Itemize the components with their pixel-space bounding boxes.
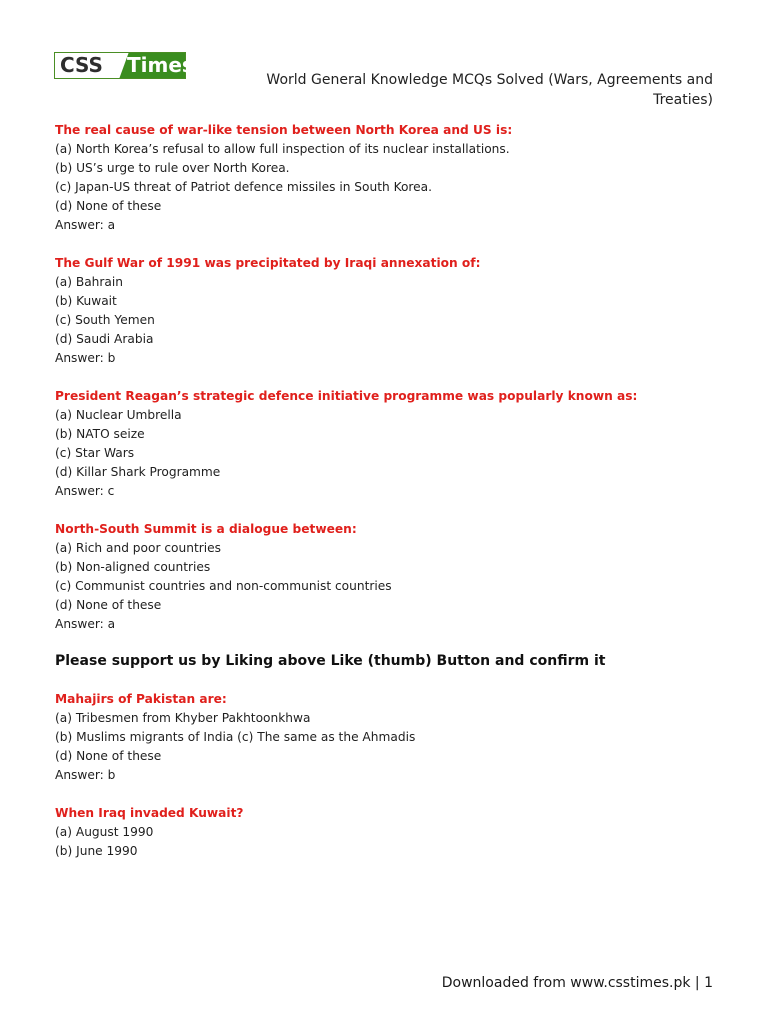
option-c: (c) Japan-US threat of Patriot defence missiles in South Korea. xyxy=(55,180,433,194)
css-times-logo xyxy=(54,52,194,79)
option-b: (b) NATO seize xyxy=(55,427,145,441)
option-c: (c) South Yemen xyxy=(55,313,155,327)
option-c: (c) Communist countries and non-communist countries xyxy=(55,579,392,593)
answer-text: Answer: c xyxy=(55,484,115,498)
mcq-block xyxy=(55,804,715,861)
logo-times-part xyxy=(118,53,194,78)
option-a: (a) North Korea’s refusal to allow full inspection of its nuclear installations. xyxy=(55,142,510,156)
option-b: (b) Kuwait xyxy=(55,294,117,308)
question-text: Mahajirs of Pakistan are: xyxy=(55,692,227,706)
question-text: When Iraq invaded Kuwait? xyxy=(55,806,244,820)
option-d: (d) None of these xyxy=(55,598,162,612)
answer-text: Answer: b xyxy=(55,768,116,782)
option-a: (a) Bahrain xyxy=(55,275,123,289)
support-message: Please support us by Liking above Like (thumb) Button and confirm it xyxy=(55,653,606,669)
option-c: (c) Star Wars xyxy=(55,446,135,460)
mcq-block xyxy=(55,121,715,235)
document-title: World General Knowledge MCQs Solved (Wars, Agreements and Treaties) xyxy=(266,72,713,108)
option-d: (d) None of these xyxy=(55,199,162,213)
logo-times-text: Times xyxy=(127,53,194,77)
mcq-block xyxy=(55,690,715,785)
option-a: (a) Nuclear Umbrella xyxy=(55,408,182,422)
question-text: The Gulf War of 1991 was precipitated by Iraqi annexation of: xyxy=(55,256,481,270)
mcq-content xyxy=(55,121,715,880)
option-d: (d) Killar Shark Programme xyxy=(55,465,221,479)
option-b-c: (b) Muslims migrants of India (c) The same as the Ahmadis xyxy=(55,730,416,744)
option-a: (a) Tribesmen from Khyber Pakhtoonkhwa xyxy=(55,711,311,725)
answer-text: Answer: a xyxy=(55,218,116,232)
option-d: (d) Saudi Arabia xyxy=(55,332,154,346)
mcq-block xyxy=(55,520,715,634)
option-b: (b) Non-aligned countries xyxy=(55,560,211,574)
answer-text: Answer: b xyxy=(55,351,116,365)
footer-download-note: Downloaded from www.csstimes.pk | 1 xyxy=(441,975,713,991)
question-text: North-South Summit is a dialogue between: xyxy=(55,522,357,536)
option-a: (a) Rich and poor countries xyxy=(55,541,221,555)
mcq-block xyxy=(55,387,715,501)
question-text: The real cause of war-like tension between North Korea and US is: xyxy=(55,123,513,137)
answer-text: Answer: a xyxy=(55,617,116,631)
option-b: (b) US’s urge to rule over North Korea. xyxy=(55,161,290,175)
mcq-block xyxy=(55,254,715,368)
option-d: (d) None of these xyxy=(55,749,162,763)
option-b: (b) June 1990 xyxy=(55,844,138,858)
logo-css-text: CSS xyxy=(60,53,103,77)
question-text: President Reagan’s strategic defence initiative programme was popularly known as: xyxy=(55,389,638,403)
option-a: (a) August 1990 xyxy=(55,825,154,839)
